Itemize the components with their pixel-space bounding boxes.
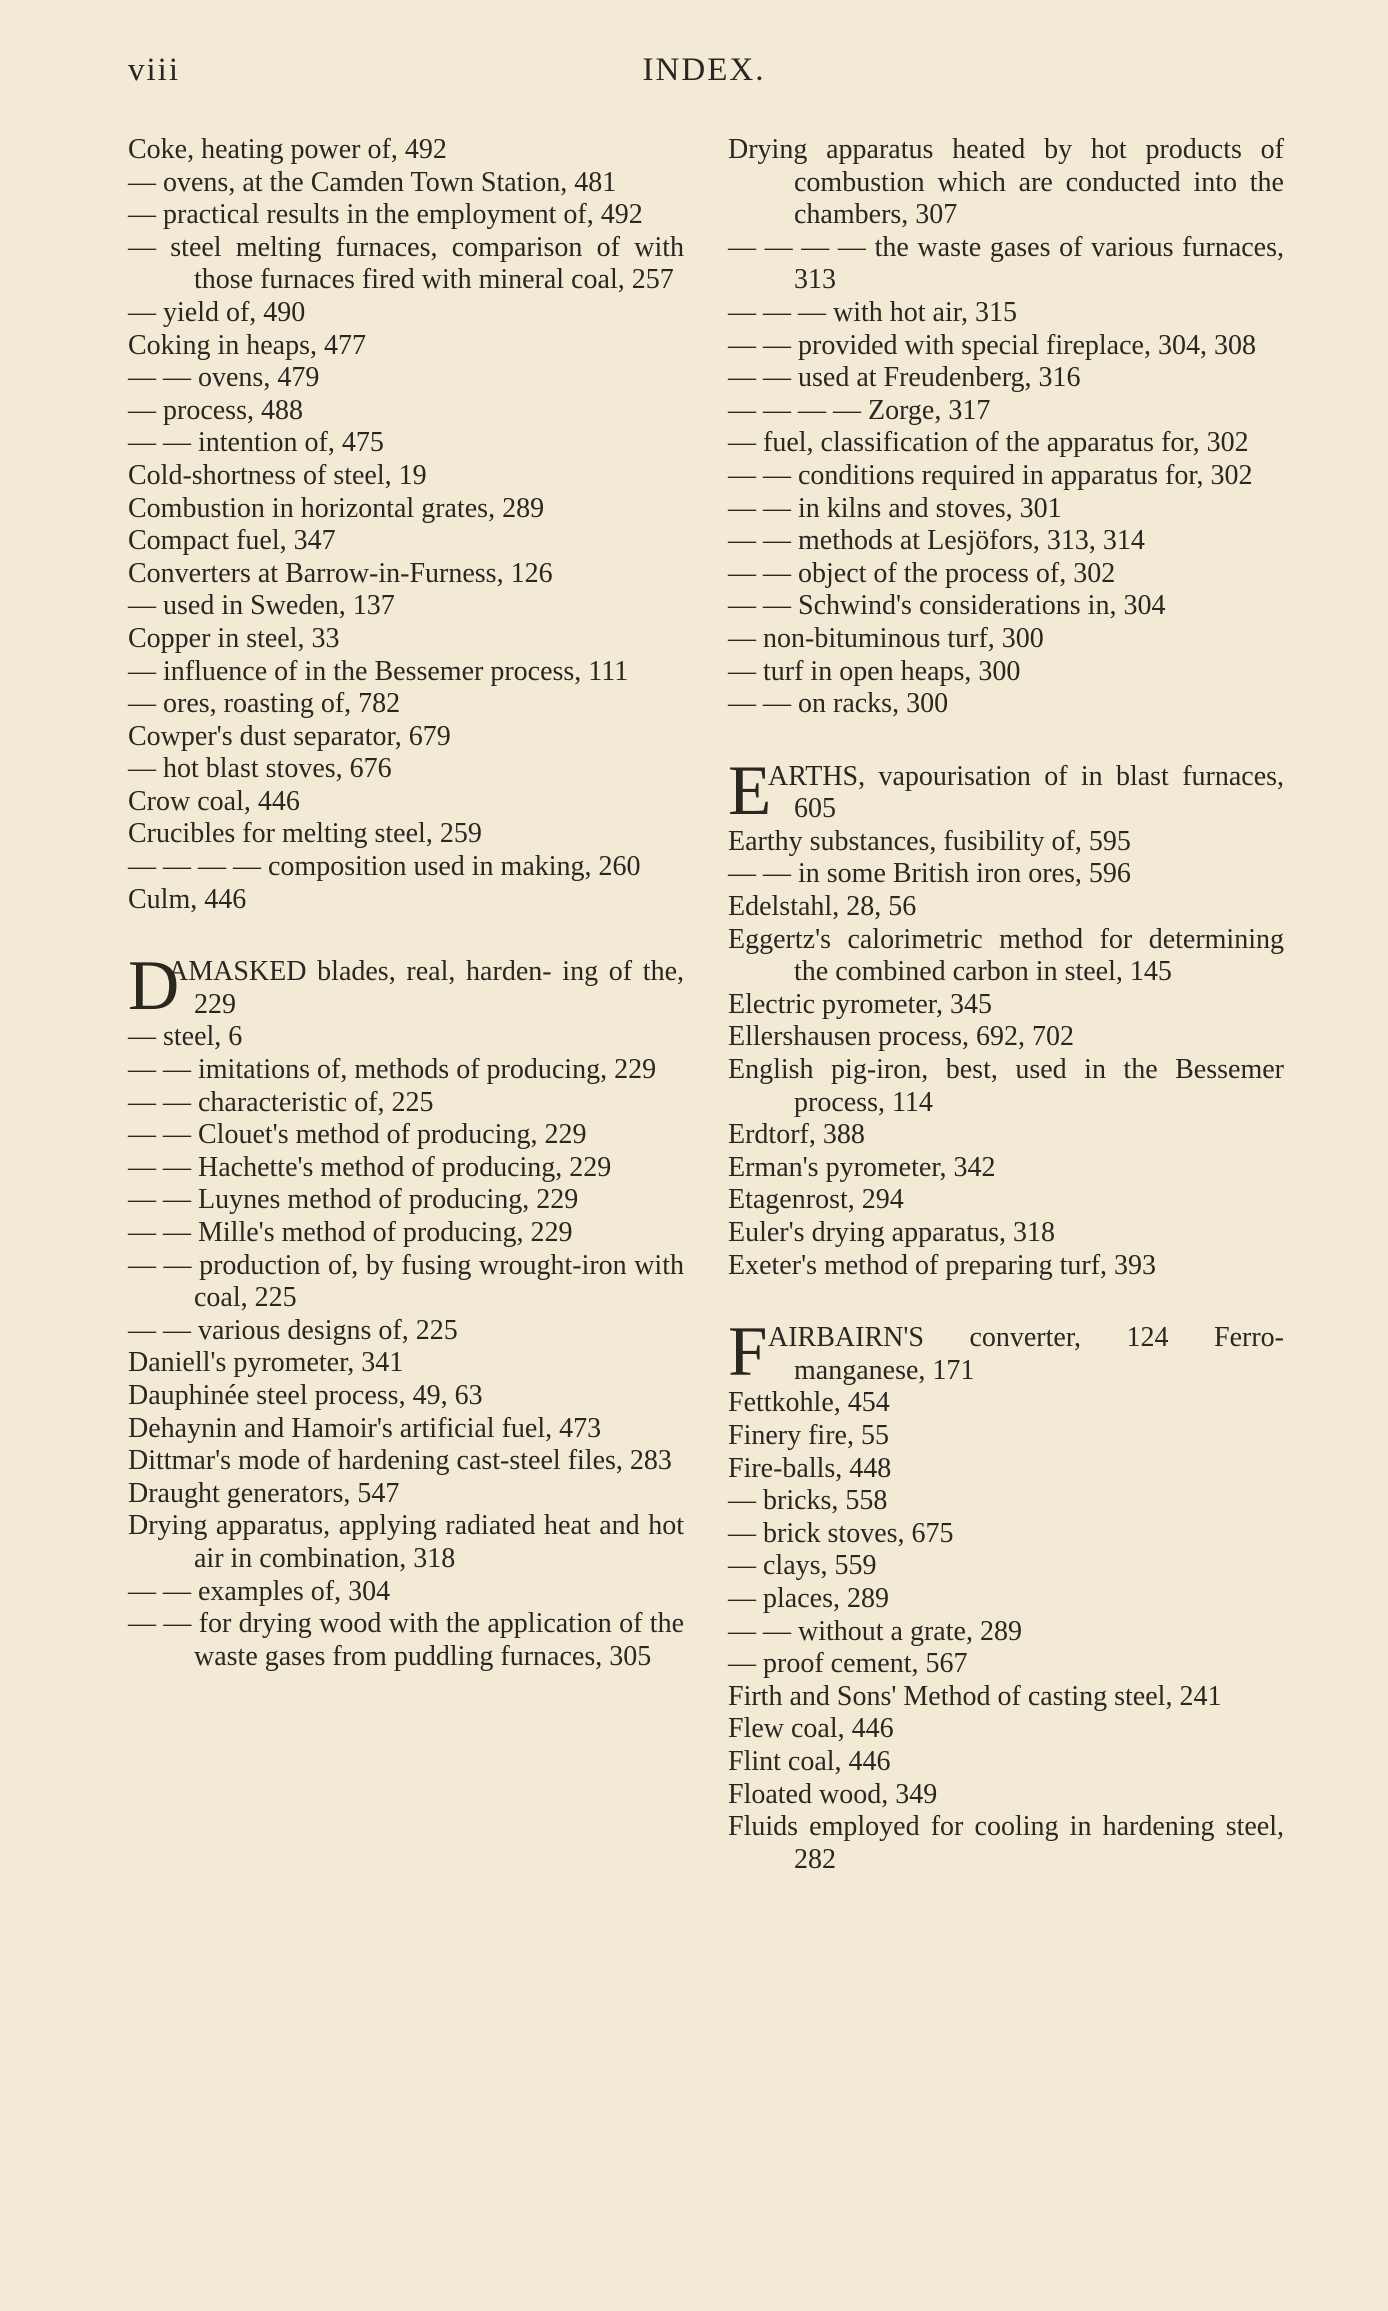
index-entry: Culm, 446 [128,883,247,915]
index-entry: Fettkohle, 454 [728,1387,890,1419]
index-entry: Erman's pyrometer, 342 [728,1151,996,1183]
index-entry: Flint coal, 446 [728,1745,891,1777]
section-gap [728,721,1284,761]
index-entry: — hot blast stoves, 676 [128,753,392,785]
index-entry: Cowper's dust separator, 679 [128,720,451,752]
index-entry: Etagenrost, 294 [728,1184,904,1216]
index-entry: Dittmar's mode of hardening cast-steel files, 283 [128,1445,672,1477]
section-f-first-line: AIRBAIRN'S converter, 124 [768,1322,1169,1354]
index-entry: — — without a grate, 289 [728,1615,1022,1647]
index-entry: Coke, heating power of, 492 [128,134,447,165]
index-entry: Exeter's method of preparing turf, 393 [728,1249,1157,1281]
entry-list-c [128,134,684,916]
index-entry: — — production of, by fusing wrought-iron with coal, 225 [128,1249,684,1314]
page-title: INDEX. [642,52,766,88]
entry-list-f [728,1387,1284,1876]
section-e-heading [728,751,1285,830]
index-entry: — — for drying wood with the application of the waste gases from puddling furnaces, 305 [128,1608,684,1672]
index-entry: — — Luynes method of producing, 229 [128,1184,579,1216]
index-entry: — process, 488 [128,394,303,426]
index-entry: Ellershausen process, 692, 702 [728,1021,1075,1053]
index-entry: — — — — Zorge, 317 [728,394,991,426]
section-d-first-line: AMASKED blades, real, harden- [168,956,552,988]
index-entry: Cold-shortness of steel, 19 [128,459,427,491]
index-entry: — steel, 6 [128,1021,243,1053]
section-e-first-rest: furnaces, 605 [794,760,1285,825]
index-entry: — bricks, 558 [728,1485,888,1517]
index-entry: Copper in steel, 33 [128,622,340,654]
index-entry: — — imitations of, methods of producing, 229 [128,1054,657,1086]
section-f-first-rest: Ferro-manganese, 171 [794,1322,1285,1386]
section-gap [728,1282,1284,1322]
section-e-first-line: ARTHS, vapourisation of in blast [768,760,1169,792]
index-entry: Compact fuel, 347 [128,525,336,557]
index-entry: — brick stoves, 675 [728,1517,954,1549]
index-entry: — — used at Freudenberg, 316 [728,362,1081,394]
index-entry: Fire-balls, 448 [728,1452,892,1484]
page-header [128,52,1280,102]
index-entry: — — on racks, 300 [728,688,949,720]
index-entry: Floated wood, 349 [728,1778,938,1810]
entry-list-d [128,1021,684,1673]
index-entry: Edelstahl, 28, 56 [728,891,917,923]
index-entry: Crow coal, 446 [128,785,300,817]
index-entry: Eggertz's calorimetric method for determining the combined carbon in steel, 145 [728,923,1284,988]
index-entry: — ovens, at the Camden Town Station, 481 [128,166,617,198]
index-entry: — — Clouet's method of producing, 229 [128,1119,587,1151]
index-entry: Firth and Sons' Method of casting steel, 241 [728,1680,1222,1712]
index-entry: — proof cement, 567 [728,1648,968,1680]
index-entry: Earthy substances, fusibility of, 595 [728,825,1131,857]
index-entry: Coking in heaps, 477 [128,329,366,361]
left-column [128,134,684,1673]
index-entry: — — in some British iron ores, 596 [728,858,1131,890]
index-entry: — — — — composition used in making, 260 [128,851,641,883]
index-entry: — ores, roasting of, 782 [128,688,401,720]
index-entry: Flew coal, 446 [728,1713,894,1745]
section-d-first-rest: ing of the, 229 [194,956,685,1020]
index-entry: — influence of in the Bessemer process, 111 [128,655,629,687]
index-entry: — — various designs of, 225 [128,1314,458,1346]
index-entry: — non-bituminous turf, 300 [728,622,1044,654]
index-entry: — practical results in the employment of, 492 [128,199,643,231]
index-entry: Dauphinée steel process, 49, 63 [128,1379,483,1411]
section-d-heading [128,947,685,1026]
drop-cap-d: D [128,947,180,1026]
index-entry: Drying apparatus heated by hot products of combustion which are conducted into the chambers, 307 [728,134,1284,231]
page-number: viii [128,52,181,88]
index-entry: — — Hachette's method of producing, 229 [128,1151,612,1183]
index-entry: — used in Sweden, 137 [128,590,395,622]
index-entry: — — characteristic of, 225 [128,1086,434,1118]
index-entry: — — intention of, 475 [128,427,384,459]
index-entry: — — — with hot air, 315 [728,296,1017,328]
index-entry: — — — — the waste gases of various furnaces, 313 [728,231,1284,296]
index-entry: Fluids employed for cooling in hardening steel, 282 [728,1811,1284,1875]
section-f-heading [728,1313,1285,1392]
index-entry: Converters at Barrow-in-Furness, 126 [128,557,553,589]
index-entry: — steel melting furnaces, comparison of with those furnaces fired with mineral coal, 257 [128,231,684,296]
index-entry: — places, 289 [728,1582,889,1614]
index-entry: — clays, 559 [728,1550,877,1582]
index-entry: Draught generators, 547 [128,1477,400,1509]
index-entry: Euler's drying apparatus, 318 [728,1217,1055,1248]
right-column [728,134,1284,1876]
index-entry: Electric pyrometer, 345 [728,988,992,1020]
index-entry: English pig-iron, best, used in the Bessemer process, 114 [728,1054,1284,1118]
section-gap [128,916,684,956]
index-entry: Crucibles for melting steel, 259 [128,818,482,850]
index-entry: — yield of, 490 [128,296,306,328]
index-entry: — — Schwind's considerations in, 304 [728,590,1166,622]
index-entry: — — in kilns and stoves, 301 [728,492,1062,524]
entry-list-d2 [728,134,1284,721]
entry-list-e [728,826,1284,1282]
index-entry: — — examples of, 304 [128,1575,391,1607]
index-entry: — fuel, classification of the apparatus for, 302 [728,427,1249,459]
index-entry: — — methods at Lesjöfors, 313, 314 [728,525,1145,557]
index-entry: — — conditions required in apparatus for, 302 [728,459,1253,491]
index-entry: Combustion in horizontal grates, 289 [128,492,545,524]
drop-cap-f: F [728,1313,768,1392]
index-entry: — turf in open heaps, 300 [728,655,1021,687]
index-entry: — — provided with special fireplace, 304, 308 [728,329,1256,361]
index-entry: Finery fire, 55 [728,1419,889,1451]
index-entry: Drying apparatus, applying radiated heat and hot air in combination, 318 [128,1510,684,1574]
index-entry: — — Mille's method of producing, 229 [128,1217,573,1248]
index-entry: Erdtorf, 388 [728,1119,865,1151]
index-entry: — — object of the process of, 302 [728,557,1116,589]
drop-cap-e: E [728,751,772,830]
index-entry: Daniell's pyrometer, 341 [128,1347,404,1379]
index-entry: — — ovens, 479 [128,362,320,394]
index-entry: Dehaynin and Hamoir's artificial fuel, 473 [128,1412,602,1444]
